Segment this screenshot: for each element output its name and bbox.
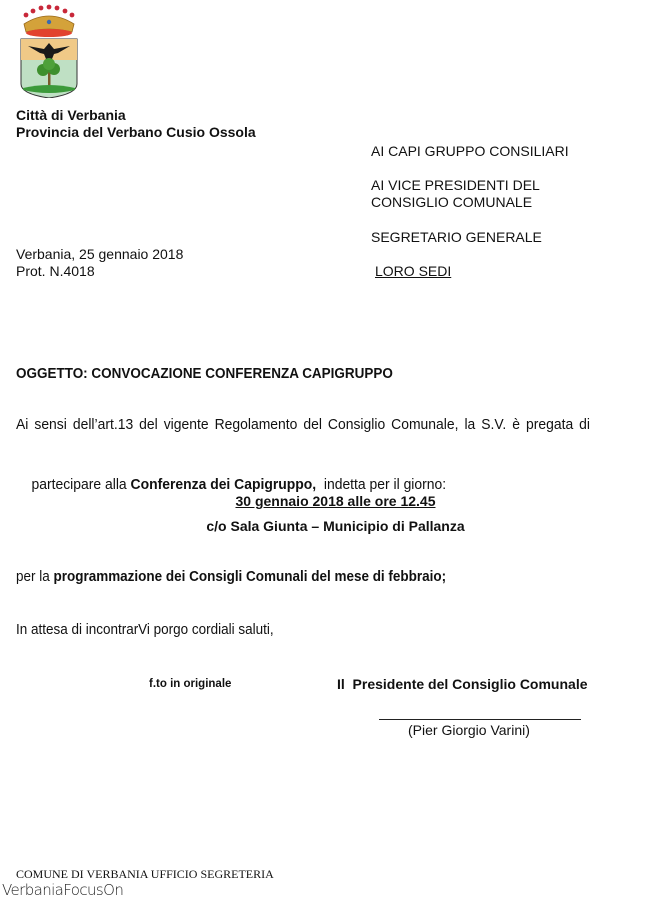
province-name: Provincia del Verbano Cusio Ossola xyxy=(16,124,256,140)
purpose-text: programmazione dei Consigli Comunali del mese di febbraio; xyxy=(53,569,447,585)
signature-name: (Pier Giorgio Varini) xyxy=(408,722,530,738)
protocol-number: Prot. N.4018 xyxy=(16,263,95,279)
event-location: c/o Sala Giunta – Municipio di Pallanza xyxy=(206,518,465,534)
signature-title: Il Presidente del Consiglio Comunale xyxy=(337,676,588,692)
recipient-consiglio: CONSIGLIO COMUNALE xyxy=(371,194,533,210)
purpose-prefix: per la xyxy=(16,569,54,585)
body-paragraph xyxy=(16,410,639,530)
signature-note: f.to in originale xyxy=(149,678,232,690)
recipient-capigruppo: AI CAPI GRUPPO CONSILIARI xyxy=(371,143,569,159)
footer-office: COMUNE DI VERBANIA UFFICIO SEGRETERIA xyxy=(16,867,274,881)
body-line-2-end: indetta per il giorno: xyxy=(316,477,447,493)
event-datetime: 30 gennaio 2018 alle ore 12.45 xyxy=(235,493,436,509)
body-line-2-text: partecipare alla xyxy=(31,477,131,493)
subject-line: OGGETTO: CONVOCAZIONE CONFERENZA CAPIGRUPPO xyxy=(16,366,393,382)
place-date: Verbania, 25 gennaio 2018 xyxy=(16,246,184,262)
recipient-segretario: SEGRETARIO GENERALE xyxy=(371,229,542,245)
closing-line: In attesa di incontrarVi porgo cordiali saluti, xyxy=(16,622,274,638)
city-crest-icon xyxy=(18,2,80,98)
body-conference-name: Conferenza dei Capigruppo, xyxy=(130,477,317,493)
watermark: VerbaniaFocusOn xyxy=(2,881,124,899)
recipient-vice-presidenti: AI VICE PRESIDENTI DEL xyxy=(371,177,540,193)
signature-line xyxy=(379,719,581,720)
body-line-1: Ai sensi dell’art.13 del vigente Regolamento del Consiglio Comunale, la S.V. è pregata di xyxy=(16,417,591,433)
city-name: Città di Verbania xyxy=(16,107,126,123)
purpose-line xyxy=(16,569,446,585)
recipient-loro-sedi: LORO SEDI xyxy=(375,263,452,279)
